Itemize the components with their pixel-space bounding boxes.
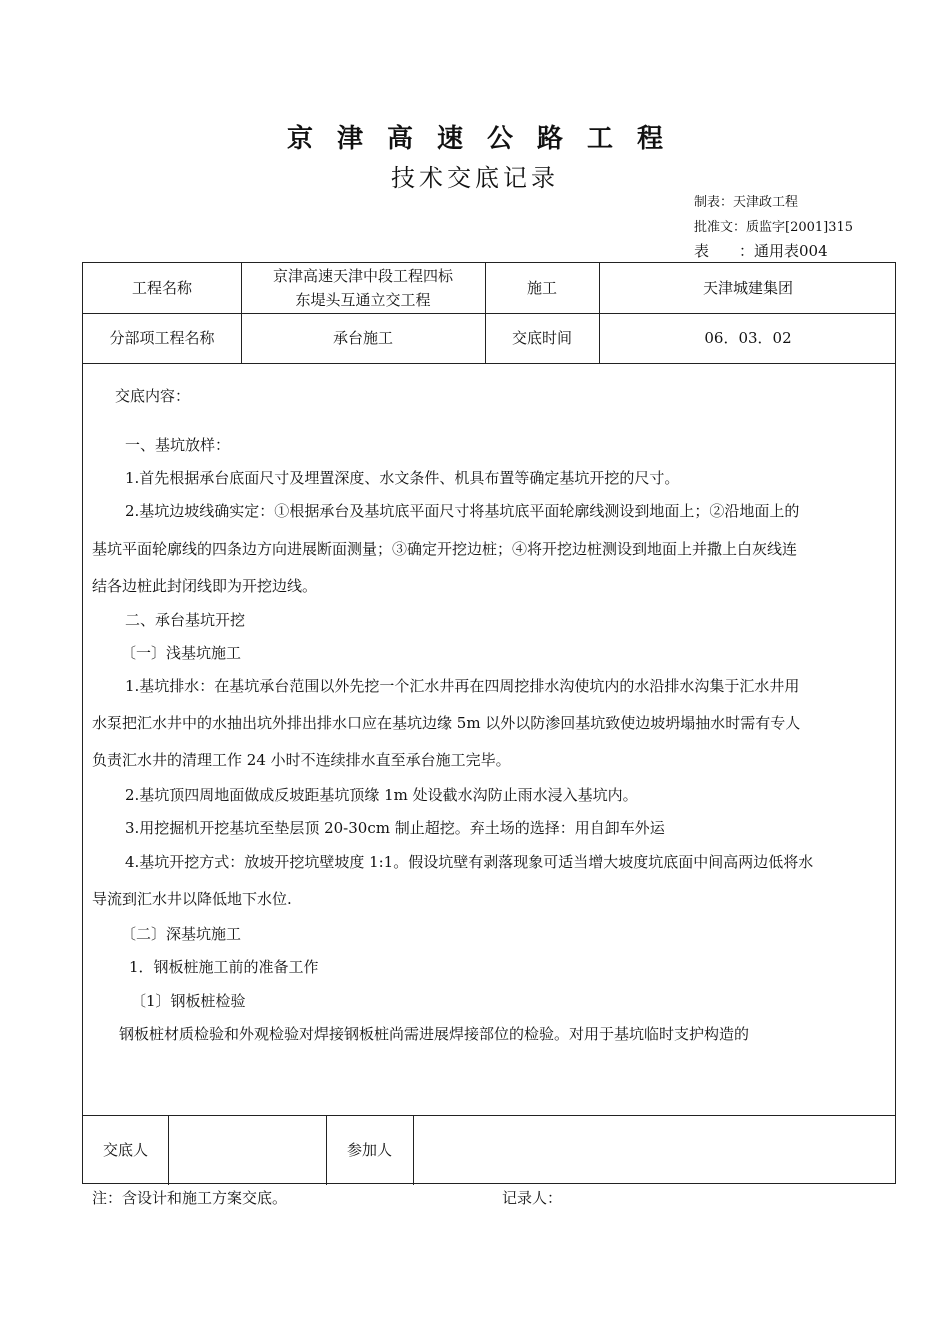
footer-note: 注：含设计和施工方案交底。	[92, 1189, 288, 1207]
sub-project-label: 分部项工程名称	[109, 329, 215, 347]
date-value: 06．03．02	[704, 329, 792, 347]
content-line: 二、承台基坑开挖	[125, 611, 246, 629]
project-name-line2: 东堤头互通立交工程	[295, 291, 431, 309]
content-line: 〔1〕钢板桩检验	[131, 992, 246, 1010]
content-line: 导流到汇水井以降低地下水位.	[92, 890, 292, 908]
project-name-value	[241, 263, 485, 313]
project-name-label: 工程名称	[131, 279, 192, 297]
content-line: 基坑平面轮廓线的四条边方向进展断面测量；③确定开挖边桩；④将开挖边桩测设到地面上并撒上白灰线连	[92, 540, 798, 558]
content-line: 负责汇水井的清理工作 24 小时不连续排水直至承台施工完毕。	[92, 751, 511, 769]
content-line: 一、基坑放样：	[125, 436, 231, 454]
record-table	[82, 262, 896, 1184]
construction-value: 天津城建集团	[702, 279, 793, 297]
presenter-signature-field[interactable]	[168, 1115, 326, 1185]
document-title: 京津高速公路工程	[286, 124, 687, 154]
content-line: 结各边桩此封闭线即为开挖边线。	[92, 577, 318, 595]
content-line: 〔二〕深基坑施工	[121, 925, 242, 943]
participant-signature-field[interactable]	[413, 1115, 897, 1185]
document-subtitle: 技术交底记录	[391, 164, 559, 192]
form-maker: 制表：天津政工程	[694, 195, 799, 210]
content-line: 〔一〕浅基坑施工	[121, 644, 242, 662]
content-line: 4.基坑开挖方式：放坡开挖坑壁坡度 1:1。假设坑壁有剥落现象可适当增大坡度坑底面中间高两边低将水	[125, 853, 814, 871]
content-line: 3.用挖掘机开挖基坑至垫层顶 20-30cm 制止超挖。弃土场的选择：用自卸车外运	[125, 819, 665, 837]
content-line: 1．钢板桩施工前的准备工作	[129, 958, 319, 976]
table-number: 表 ：通用表004	[694, 242, 828, 260]
content-line: 2.基坑顶四周地面做成反坡距基坑顶缘 1m 处设截水沟防止雨水浸入基坑内。	[125, 786, 638, 804]
content-line: 2.基坑边坡线确实定：①根据承台及基坑底平面尺寸将基坑底平面轮廓线测设到地面上；②沿地面上的	[125, 502, 800, 520]
content-heading: 交底内容：	[115, 387, 191, 405]
sub-project-value: 承台施工	[332, 329, 393, 347]
participant-label: 参加人	[346, 1141, 392, 1159]
date-label: 交底时间	[511, 329, 572, 347]
construction-label: 施工	[526, 279, 557, 297]
approval-number: 批准文：质监字[2001]315	[694, 220, 854, 235]
footer-recorder: 记录人：	[502, 1189, 563, 1207]
content-line: 钢板桩材质检验和外观检验对焊接钢板桩尚需进展焊接部位的检验。对用于基坑临时支护构造的	[119, 1025, 750, 1043]
content-line: 水泵把汇水井中的水抽出坑外排出排水口应在基坑边缘 5m 以外以防渗回基坑致使边坡坍塌抽水时需有专人	[92, 714, 801, 732]
content-area	[83, 363, 895, 1115]
project-name-line1: 京津高速天津中段工程四标	[272, 267, 453, 285]
content-line: 1.首先根据承台底面尺寸及埋置深度、水文条件、机具布置等确定基坑开挖的尺寸。	[125, 469, 680, 487]
content-line: 1.基坑排水：在基坑承台范围以外先挖一个汇水井再在四周挖排水沟使坑内的水沿排水沟集于汇水井用	[125, 677, 800, 695]
presenter-label: 交底人	[102, 1141, 148, 1159]
